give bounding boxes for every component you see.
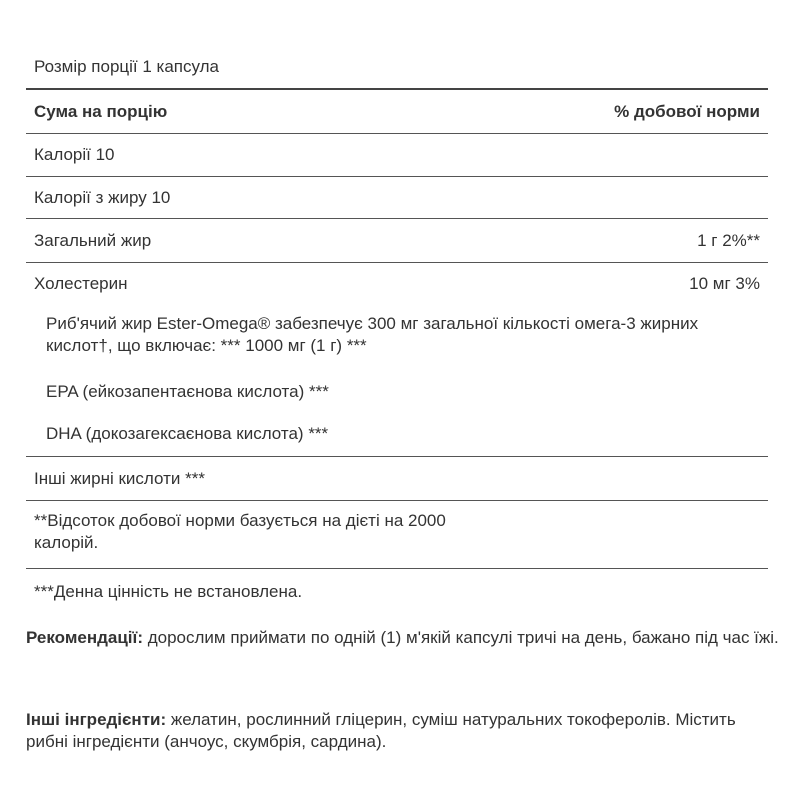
header-amount-per-serving: Сума на порцію [34,101,168,121]
recommendations-text: дорослим приймати по одній (1) м'якій капсулі тричі на день, бажано під час їжі. [142,628,779,647]
table-row-fat-calories [26,177,768,219]
total-fat-value: 1 г 2%** [697,230,760,250]
table-row-fish-oil [26,305,768,373]
fish-oil-text: Риб'ячий жир Ester-Omega® забезпечує 300 мг загальної кількості омега-3 жирних кислот†, що включає: *** 1000 мг (1 г) *** [46,314,699,355]
cholesterol-label: Холестерин [34,274,128,293]
footnote-daily-value: **Відсоток добової норми базується на дієті на 2000 калорій. [34,511,446,552]
table-row-calories [26,134,768,177]
footnote-not-established-row [26,569,768,615]
total-fat-label: Загальний жир [34,230,152,250]
table-row-dha [26,411,768,457]
footnote-daily-value-row [26,501,768,569]
recommendations-label: Рекомендації: [26,628,143,647]
supplement-facts-table [26,46,768,615]
dha-text: DHA (докозагексаєнова кислота) *** [46,423,329,443]
ingredients-label: Інші інгредієнти: [26,710,167,729]
fat-calories-text: Калорії з жиру 10 [34,187,171,207]
table-row-cholesterol [26,263,768,305]
ingredients-paragraph [26,709,766,753]
cholesterol-value: 10 мг 3% [689,274,760,293]
footnote-not-established: ***Денна цінність не встановлена. [34,582,303,601]
serving-size-row [26,46,768,90]
epa-text: EPA (ейкозапентаєнова кислота) *** [46,382,329,401]
table-header-row [26,90,768,134]
table-row-total-fat [26,219,768,263]
table-row-epa [26,373,768,411]
recommendations-paragraph [26,627,786,649]
ingredients-text: желатин, рослинний гліцерин, суміш натуральних токоферолів. Містить рибні інгредієнти (анчоус, скумбрія, сардина). [26,710,736,751]
other-fatty-acids-text: Інші жирні кислоти *** [34,468,205,488]
table-row-other-fatty-acids [26,457,768,501]
serving-size-text: Розмір порції 1 капсула [34,57,220,76]
header-daily-value: % добової норми [614,101,760,121]
calories-text: Калорії 10 [34,145,115,164]
